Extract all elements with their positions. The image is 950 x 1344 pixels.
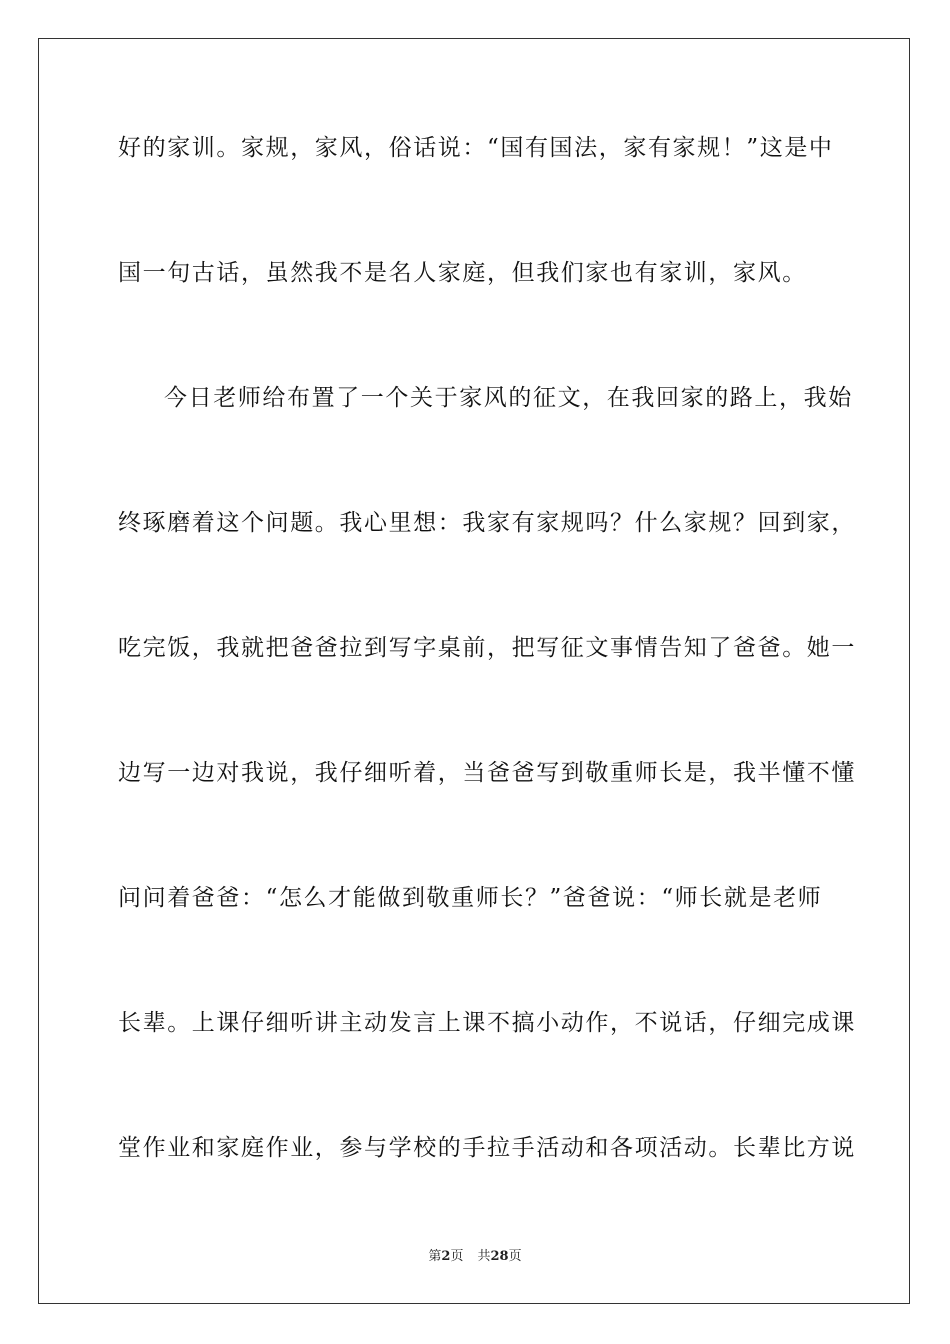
total-prefix: 共 <box>477 1249 491 1264</box>
text-line-7: 问问着爸爸：“怎么才能做到敬重师长？”爸爸说：“师长就是老师 <box>118 885 823 911</box>
page-number: 2 <box>441 1249 451 1264</box>
text-line-5: 吃完饭，我就把爸爸拉到写字桌前，把写征文事情告知了爸爸。她一 <box>118 635 856 661</box>
page-footer <box>0 1248 950 1266</box>
page-frame <box>38 38 910 1304</box>
page-suffix: 页 <box>450 1249 464 1264</box>
text-line-1: 好的家训。家规，家风，俗话说：“国有国法，家有家规！”这是中 <box>118 135 834 161</box>
total-suffix: 页 <box>508 1249 522 1264</box>
paragraph-start-line: 今日老师给布置了一个关于家风的征文，在我回家的路上，我始 <box>164 385 853 411</box>
text-line-6: 边写一边对我说，我仔细听着，当爸爸写到敬重师长是，我半懂不懂 <box>118 760 856 786</box>
text-line-4: 终琢磨着这个问题。我心里想：我家有家规吗？什么家规？回到家， <box>118 510 856 536</box>
total-pages: 28 <box>490 1249 509 1264</box>
page-prefix: 第 <box>428 1249 442 1264</box>
text-line-2: 国一句古话，虽然我不是名人家庭，但我们家也有家训，家风。 <box>118 260 807 286</box>
text-line-8: 长辈。上课仔细听讲主动发言上课不搞小动作，不说话，仔细完成课 <box>118 1010 856 1036</box>
text-line-9: 堂作业和家庭作业，参与学校的手拉手活动和各项活动。长辈比方说 <box>118 1135 856 1161</box>
